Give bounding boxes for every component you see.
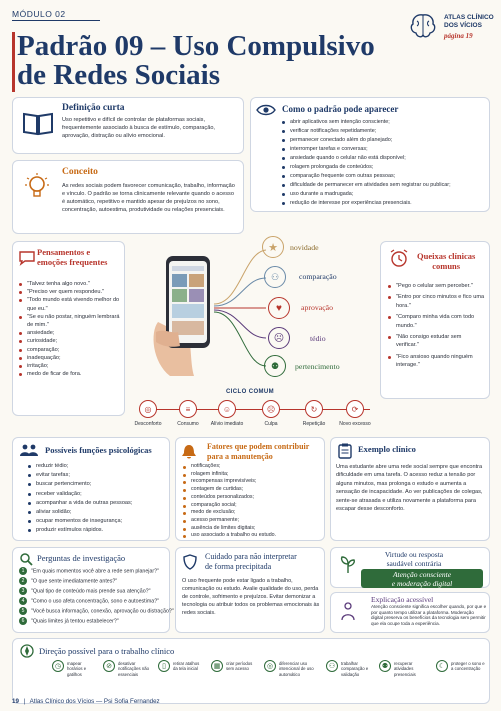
direction-item-2: retirar atalhos da tela inicial	[173, 661, 200, 672]
thought-item-9: medo de ficar de fora.	[18, 370, 122, 378]
direction-item-5: trabalhar comparação e validação	[341, 661, 369, 677]
complaints-title: Queixas clínicas comuns	[417, 251, 476, 271]
factors-list	[182, 463, 322, 540]
definition-text: Uso repetitivo e difícil de controlar de plataformas sociais, frequentemente associado à busca de estímulo, comparação, aprovação, distração ou alívio emocional.	[62, 117, 215, 139]
heart-icon: ♥	[268, 297, 290, 319]
question-text-3: "Como o uso afeta concentração, sono e autoestima?"	[31, 598, 160, 605]
page-number: página 19	[444, 32, 473, 40]
label-tedio: tédio	[310, 334, 326, 343]
thought-item-5: curiosidade;	[18, 337, 122, 345]
schedule-icon: ◷	[52, 660, 64, 672]
question-number-4: 5	[19, 607, 27, 615]
eye-icon	[256, 102, 276, 118]
title-accent-bar	[12, 32, 15, 92]
clipboard-icon	[338, 443, 352, 459]
caution-card	[175, 547, 325, 633]
cycle-consumption-icon: ≡	[179, 400, 197, 418]
cycle-discomfort-icon: ◎	[139, 400, 157, 418]
function-item-2: buscar pertencimento;	[27, 480, 167, 489]
novelty-icon: ★	[262, 236, 284, 258]
function-item-5: aliviar solidão;	[27, 508, 167, 517]
question-number-1: 2	[19, 577, 27, 585]
thought-bubble-icon	[18, 250, 36, 266]
questions-card	[12, 547, 174, 633]
validation-icon: ⚇	[326, 660, 338, 672]
question-number-3: 4	[19, 597, 27, 605]
question-item-2	[19, 587, 169, 597]
direction-title: Direção possível para o trabalho clínico	[39, 646, 175, 656]
label-novidade: novidade	[290, 243, 319, 252]
person-heart-icon	[339, 601, 357, 621]
thought-item-0: "Talvez tenha algo novo."	[18, 280, 122, 288]
appearance-item-8: uso durante a madrugada;	[281, 190, 487, 199]
intention-icon: ◎	[264, 660, 276, 672]
comparison-icon: ⚇	[264, 266, 286, 288]
footer-text: Atlas Clínico dos Vícios — Psi Sofia Fernandez	[29, 698, 160, 705]
question-text-5: "Quais limites já tentou estabelecer?"	[31, 618, 119, 625]
direction-item-0: mapear horários e gatilhos	[67, 661, 87, 677]
factor-item-6: medo de exclusão;	[182, 509, 322, 517]
notification-off-icon: ⊘	[103, 660, 115, 672]
factor-item-7: acesso permanente;	[182, 517, 322, 525]
factor-item-5: comparação social;	[182, 502, 322, 510]
caution-text: O uso frequente pode estar ligado a trabalho, comunicação ou estudo. Avalie qualidade do uso, perda de controle, sofrimento e prejuízos. Evitar demonizar a tecnologia ou atribuir todos os problemas emocionais às redes sociais.	[182, 578, 320, 616]
appearance-item-1: verificar notificações repetidamente;	[281, 127, 487, 136]
concept-text: As redes sociais podem favorecer comunicação, trabalho, informação e vínculo. O padrão se torna clinicamente relevante quando o acesso é automático, repetitivo e mantido apesar de prejuízos no sono, concentração, autoestima, produtividade ou relações presenciais.	[62, 183, 235, 213]
cycle-relief-icon: ☺	[218, 400, 236, 418]
function-item-7: produzir estímulos rápidos.	[27, 526, 167, 535]
cycle-title: CICLO COMUM	[226, 389, 275, 395]
question-item-4	[19, 607, 174, 617]
functions-card	[12, 437, 170, 541]
thought-item-7: inadequação;	[18, 354, 122, 362]
appearance-item-7: dificuldade de permanecer em atividades sem registrar ou publicar;	[281, 181, 487, 190]
label-aprovacao: aprovação	[301, 303, 334, 312]
thoughts-card	[12, 241, 125, 416]
question-number-2: 3	[19, 587, 27, 595]
functions-title: Possíveis funções psicológicas	[45, 445, 152, 455]
appearance-item-6: comparação frequente com outras pessoas;	[281, 172, 487, 181]
example-title: Exemplo clínico	[358, 444, 416, 454]
cycle-guilt-icon: ☹	[262, 400, 280, 418]
complaint-item-4: "Fico ansioso quando ninguém interage."	[387, 353, 485, 370]
cycle-label-4: Repetição	[302, 421, 326, 427]
explanation-card	[330, 592, 490, 633]
bell-icon	[182, 444, 196, 460]
people-group-icon	[19, 443, 39, 457]
thought-item-6: comparação;	[18, 346, 122, 354]
direction-item-3: criar períodos sem acesso	[226, 661, 253, 672]
alarm-icon	[389, 248, 409, 268]
complaint-item-0: "Pego o celular sem perceber."	[387, 282, 485, 290]
example-text: Uma estudante abre uma rede social sempre que encontra dificuldade em uma tarefa. O acesso reduz a tensão por alguns minutos, mas prolonga o estudo e aumenta a sensação de incapacidade. Ao ver publicações de colegas, sente-se atrasada e utiliza novamente a plataforma para escapar desse desconforto.	[336, 464, 483, 513]
thought-item-1: "Preciso ver quem respondeu."	[18, 288, 122, 296]
book-icon	[21, 108, 55, 138]
questions-list	[19, 567, 174, 627]
page-title: Padrão 09 – Uso Compulsivo de Redes Sociais	[17, 30, 375, 91]
explanation-text: Atenção consciente significa escolher quando, por que e por quanto tempo utilizar a plataforma. Moderação digital preserva os benefícios da tecnologia sem permitir que ela ocupe toda a experiência.	[371, 604, 487, 626]
appearance-item-9: redução de interesse por experiências presenciais.	[281, 199, 487, 208]
complaints-list	[387, 282, 485, 373]
phone-illustration	[150, 252, 216, 378]
direction-item-6: recuperar atividades presenciais	[394, 661, 416, 677]
example-card	[330, 437, 490, 541]
factor-item-3: contagem de curtidas;	[182, 486, 322, 494]
direction-item-1: desativar notificações não essenciais	[118, 661, 150, 677]
calendar-icon: ▦	[211, 660, 223, 672]
question-item-5	[19, 617, 169, 627]
question-text-1: "O que sente imediatamente antes?"	[31, 578, 118, 585]
brain-icon	[408, 12, 438, 40]
function-item-3: receber validação;	[27, 490, 167, 499]
question-item-3	[19, 597, 169, 607]
appearance-list	[281, 118, 487, 208]
people-icon: ⚉	[264, 355, 286, 377]
appearance-item-3: interromper tarefas e conversas;	[281, 145, 487, 154]
explanation-title: Explicação acessível	[371, 595, 434, 604]
direction-item-7: proteger o sono e a concentração	[451, 661, 485, 672]
label-pertencimento: pertencimento	[295, 362, 340, 371]
function-item-6: ocupar momentos de insegurança;	[27, 517, 167, 526]
function-item-1: evitar tarefas;	[27, 471, 167, 480]
factors-title: Fatores que podem contribuir para a manutenção	[207, 442, 310, 461]
factors-card	[175, 437, 325, 541]
cycle-label-2: Alívio imediato	[210, 421, 244, 427]
cycle-label-3: Culpa	[264, 421, 278, 427]
appearance-item-4: ansiedade quando o celular não está disponível;	[281, 154, 487, 163]
thoughts-list	[18, 280, 122, 378]
concept-card	[12, 160, 244, 234]
thoughts-title: Pensamentos e emoções frequentes	[37, 247, 108, 267]
question-item-1	[19, 577, 169, 587]
module-underline	[12, 20, 100, 21]
appearance-item-2: permanecer conectado além do planejado;	[281, 136, 487, 145]
footer-page: 19	[12, 698, 19, 705]
question-text-2: "Qual tipo de conteúdo mais prende sua atenção?"	[31, 588, 151, 595]
virtue-title: Virtude ou resposta saudável contrária	[384, 550, 444, 568]
definition-card	[12, 97, 244, 154]
factor-item-2: recompensas imprevisíveis;	[182, 478, 322, 486]
factor-item-8: ausência de limites digitais;	[182, 525, 322, 533]
concept-title: Conceito	[62, 167, 98, 177]
footer: 19 | Atlas Clínico dos Vícios — Psi Sofia Fernandez	[12, 698, 160, 705]
caution-title: Cuidado para não interpretar de forma precipitada	[205, 552, 297, 571]
factor-item-0: notificações;	[182, 463, 322, 471]
functions-list	[27, 462, 167, 536]
magnifier-icon	[19, 552, 33, 566]
module-label: MÓDULO 02	[12, 9, 66, 19]
function-item-4: acompanhar a vida de outras pessoas;	[27, 499, 167, 508]
appearance-item-5: rolagem prolongada de conteúdos;	[281, 163, 487, 172]
cycle-label-5: Novo excesso	[339, 421, 371, 427]
thought-item-8: irritação;	[18, 362, 122, 370]
atlas-label: ATLAS CLÍNICO DOS VÍCIOS	[444, 14, 494, 29]
compass-icon	[20, 644, 34, 658]
question-text-4: "Você busca informação, conexão, aprovação ou distração?"	[31, 608, 174, 615]
cycle-label-0: Desconforto	[134, 421, 162, 427]
phone-icon: ▯	[158, 660, 170, 672]
moon-icon: ☾	[436, 660, 448, 672]
complaint-item-3: "Não consigo estudar sem verificar."	[387, 333, 485, 350]
function-item-0: reduzir tédio;	[27, 462, 167, 471]
direction-item-4: diferenciar uso intencional de uso automático	[279, 661, 314, 677]
question-text-0: "Em quais momentos você abre a rede sem planejar?"	[31, 568, 160, 575]
factor-item-9: uso associado a trabalho ou estudo.	[182, 532, 322, 540]
appearance-card	[250, 97, 490, 212]
question-number-0: 1	[19, 567, 27, 575]
factor-item-4: conteúdos personalizados;	[182, 494, 322, 502]
definition-title: Definição curta	[62, 103, 125, 113]
questions-title: Perguntas de investigação	[37, 553, 126, 563]
boredom-icon: ☹	[268, 327, 290, 349]
factor-item-1: rolagem infinita;	[182, 471, 322, 479]
question-item-0	[19, 567, 169, 577]
question-number-5: 6	[19, 617, 27, 625]
thought-item-2: "Todo mundo está vivendo melhor do que eu."	[18, 296, 122, 312]
cycle-label-1: Consumo	[177, 421, 199, 427]
cycle-repetition-icon: ↻	[305, 400, 323, 418]
appearance-item-0: abrir aplicativos sem intenção consciente;	[281, 118, 487, 127]
virtue-card	[330, 547, 490, 588]
seedling-icon	[339, 554, 357, 574]
shield-icon	[183, 554, 197, 570]
complaint-item-2: "Comparo minha vida com todo mundo."	[387, 313, 485, 330]
complaint-item-1: "Entro por cinco minutos e fico uma hora."	[387, 293, 485, 310]
thought-item-4: ansiedade;	[18, 329, 122, 337]
appearance-title: Como o padrão pode aparecer	[282, 104, 399, 114]
thought-item-3: "Se eu não postar, ninguém lembrará de mim."	[18, 313, 122, 329]
label-comparacao: comparação	[299, 272, 337, 281]
complaints-card	[380, 241, 490, 399]
lightbulb-icon	[23, 171, 51, 203]
virtue-banner: Atenção consciente e moderação digital	[361, 569, 483, 588]
activity-icon: ⚉	[379, 660, 391, 672]
cycle-excess-icon: ⟳	[346, 400, 364, 418]
